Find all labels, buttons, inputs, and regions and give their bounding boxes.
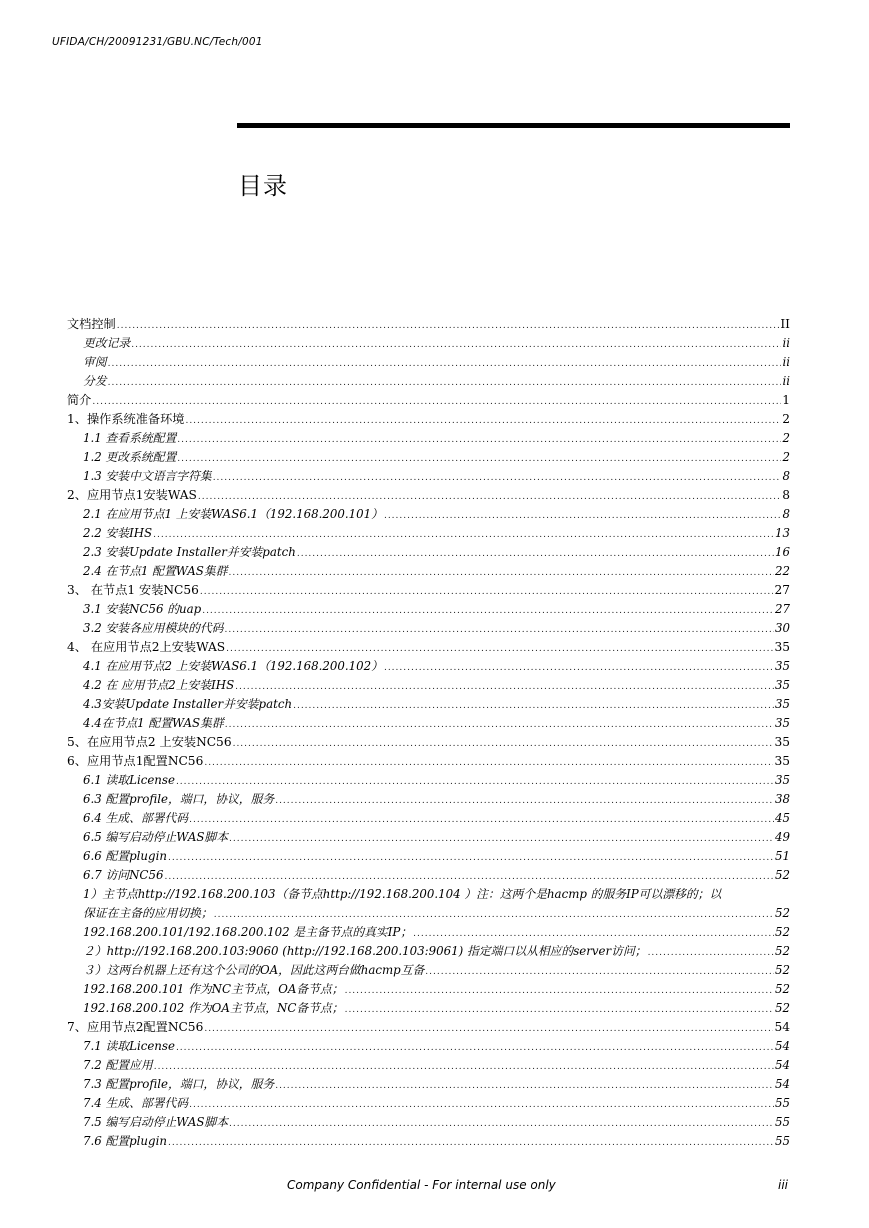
toc-entry[interactable] [67, 619, 790, 638]
toc-entry-text: 2.1 在应用节点1 上安装WAS6.1（192.168.200.101） [83, 507, 383, 521]
toc-entry-page: 13 [774, 526, 790, 540]
toc-entry[interactable] [67, 505, 790, 524]
toc-leader-dots [213, 469, 782, 488]
toc-leader-dots [224, 621, 774, 640]
footer-confidential: Company Confidential - For internal use only [287, 1178, 556, 1192]
toc-entry-text: 4.1 在应用节点2 上安装WAS6.1（192.168.200.102） [83, 659, 383, 673]
toc-entry[interactable] [67, 410, 790, 429]
toc-entry-page: 49 [774, 830, 790, 844]
toc-entry-page: II [780, 317, 790, 331]
title-rule [237, 123, 790, 128]
toc-entry[interactable] [67, 714, 790, 733]
toc-leader-dots [345, 1001, 774, 1020]
toc-entry-page: 52 [774, 944, 790, 958]
toc-entry[interactable] [67, 315, 790, 334]
toc-entry-page: 35 [774, 754, 790, 768]
toc-leader-dots [228, 564, 774, 583]
toc-entry-page: 51 [774, 849, 790, 863]
toc-entry[interactable] [67, 847, 790, 866]
toc-entry[interactable] [67, 923, 790, 942]
toc-entry[interactable] [67, 448, 790, 467]
toc-entry-text: 4.4在节点1 配置WAS集群 [83, 716, 224, 730]
toc-entry-page: 35 [774, 773, 790, 787]
toc-entry-text: 1.2 更改系统配置 [83, 450, 177, 464]
toc-entry-text: 6.3 配置profile，端口，协议，服务 [83, 792, 275, 806]
toc-entry-text: 7.1 读取License [83, 1039, 175, 1053]
toc-entry-text: 6.1 读取License [83, 773, 175, 787]
toc-entry-page: 54 [774, 1058, 790, 1072]
toc-entry-text: 6.7 访问NC56 [83, 868, 164, 882]
toc-leader-dots [297, 545, 774, 564]
toc-leader-dots [275, 792, 774, 811]
toc-entry-page: 35 [774, 659, 790, 673]
toc-entry-text: ２）http://192.168.200.103:9060 (http://192.168.200.103:9061) 指定端口以从相应的server访问； [83, 944, 647, 958]
toc-leader-dots [177, 450, 781, 469]
toc-entry-page: 38 [774, 792, 790, 806]
toc-leader-dots [117, 317, 780, 336]
toc-entry[interactable] [67, 562, 790, 581]
toc-leader-dots [345, 982, 774, 1001]
toc-leader-dots [189, 811, 774, 830]
toc-entry-page: 54 [774, 1020, 790, 1034]
toc-leader-dots [204, 1020, 773, 1039]
toc-entry-page: 55 [774, 1134, 790, 1148]
toc-entry-page: 54 [774, 1077, 790, 1091]
toc-entry-text: 1.1 查看系统配置 [83, 431, 177, 445]
toc-entry-text: 3、 在节点1 安装NC56 [67, 583, 199, 597]
toc-leader-dots [108, 355, 782, 374]
toc-entry-page: 30 [774, 621, 790, 635]
toc-entry-page: 55 [774, 1096, 790, 1110]
toc-entry-page: 52 [774, 1001, 790, 1015]
toc-leader-dots [229, 1115, 774, 1134]
toc-entry[interactable] [67, 391, 790, 410]
toc-entry[interactable] [67, 828, 790, 847]
toc-leader-dots [425, 963, 774, 982]
toc-entry-page: 2 [782, 412, 790, 426]
toc-entry-page: 35 [774, 640, 790, 654]
toc-entry-page: 52 [774, 963, 790, 977]
toc-entry-text: 4.2 在 应用节点2上安装IHS [83, 678, 235, 692]
toc-entry-page: ii [782, 355, 790, 369]
toc-entry-page: 52 [774, 982, 790, 996]
toc-leader-dots [92, 393, 781, 412]
toc-entry-text: 1、操作系统准备环境 [67, 412, 185, 426]
toc-leader-dots [233, 735, 774, 754]
toc-leader-dots [185, 412, 781, 431]
toc-entry-page: 8 [782, 507, 790, 521]
toc-leader-dots [275, 1077, 774, 1096]
toc-entry-page: 35 [774, 735, 790, 749]
toc-entry[interactable] [67, 372, 790, 391]
footer-page-number: iii [778, 1178, 789, 1192]
toc-entry-text: 更改记录 [83, 336, 131, 350]
toc-entry-page: 8 [782, 469, 790, 483]
toc-entry[interactable] [67, 600, 790, 619]
toc-entry[interactable] [67, 961, 790, 980]
toc-entry[interactable] [67, 638, 790, 657]
toc-leader-dots [384, 507, 782, 526]
toc-entry[interactable] [67, 1132, 790, 1151]
toc-entry-text: 192.168.200.101/192.168.200.102 是主备节点的真实IP； [83, 925, 413, 939]
toc-entry-page: 35 [774, 716, 790, 730]
toc-leader-dots [225, 716, 774, 735]
toc-entry[interactable] [67, 809, 790, 828]
toc-entry-page: 35 [774, 678, 790, 692]
toc-entry-text: 7.3 配置profile，端口，协议，服务 [83, 1077, 275, 1091]
toc-entry-page: 2 [782, 450, 790, 464]
toc-entry-page: 45 [774, 811, 790, 825]
toc-entry[interactable] [67, 752, 790, 771]
toc-entry-text: 2.4 在节点1 配置WAS集群 [83, 564, 228, 578]
toc-entry-page: 52 [774, 868, 790, 882]
toc-entry-text: 分发 [83, 374, 107, 388]
toc-entry[interactable] [67, 999, 790, 1018]
toc-entry-text: 192.168.200.101 作为NC主节点，OA备节点； [83, 982, 344, 996]
toc-entry[interactable] [67, 1037, 790, 1056]
toc-entry-text: 1）主节点http://192.168.200.103（备节点http://192.168.200.104 ）注：这两个是hacmp 的服务IP可以漂移的；以 [83, 887, 722, 901]
toc-entry[interactable] [67, 790, 790, 809]
toc-entry-text: 6.4 生成、部署代码 [83, 811, 189, 825]
toc-entry-text: 4.3安装Update Installer并安装patch [83, 697, 293, 711]
toc-entry-text: 2、应用节点1安装WAS [67, 488, 197, 502]
toc-entry[interactable] [67, 657, 790, 676]
toc-entry[interactable] [67, 334, 790, 353]
toc-leader-dots [108, 374, 782, 393]
toc-entry[interactable] [67, 429, 790, 448]
toc-leader-dots [384, 659, 774, 678]
toc-entry-page: 16 [774, 545, 790, 559]
toc-entry[interactable] [67, 486, 790, 505]
toc-leader-dots [202, 602, 774, 621]
toc-entry[interactable] [67, 942, 790, 961]
toc-entry-page: 1 [782, 393, 790, 407]
toc-entry-text: 192.168.200.102 作为OA主节点，NC备节点； [83, 1001, 344, 1015]
toc-entry-text: 7.4 生成、部署代码 [83, 1096, 189, 1110]
toc-leader-dots [177, 431, 781, 450]
toc-entry-page: 2 [782, 431, 790, 445]
toc-entry-text: ３）这两台机器上还有这个公司的OA，因此这两台做hacmp互备 [83, 963, 425, 977]
toc-entry-page: 55 [774, 1115, 790, 1129]
toc-leader-dots [204, 754, 773, 773]
toc-leader-dots [200, 583, 774, 602]
toc-entry[interactable] [67, 771, 790, 790]
toc-entry-text: 6、应用节点1配置NC56 [67, 754, 204, 768]
toc-entry-text: 1.3 安装中文语言字符集 [83, 469, 212, 483]
toc-leader-dots [131, 336, 781, 355]
toc-entry-text: 2.3 安装Update Installer并安装patch [83, 545, 296, 559]
toc-entry-page: ii [782, 374, 790, 388]
toc-leader-dots [176, 1039, 774, 1058]
toc-entry-text: 6.6 配置plugin [83, 849, 167, 863]
toc-leader-dots [229, 830, 774, 849]
toc-entry-text: 4、 在应用节点2上安装WAS [67, 640, 226, 654]
toc-entry[interactable] [67, 581, 790, 600]
toc-entry-text: 3.2 安装各应用模块的代码 [83, 621, 224, 635]
toc-entry[interactable] [67, 866, 790, 885]
toc-entry[interactable] [67, 1018, 790, 1037]
toc-entry-page: 52 [774, 925, 790, 939]
toc-entry-page: 22 [774, 564, 790, 578]
toc-entry[interactable] [67, 467, 790, 486]
toc-entry[interactable] [67, 1094, 790, 1113]
toc-entry-text: 6.5 编写启动停止WAS脚本 [83, 830, 229, 844]
toc-leader-dots [168, 1134, 774, 1153]
toc-entry[interactable] [67, 1056, 790, 1075]
toc-leader-dots [293, 697, 774, 716]
toc-entry-text: 7.6 配置plugin [83, 1134, 167, 1148]
toc-entry-text: 文档控制 [67, 317, 116, 331]
toc-entry[interactable] [67, 676, 790, 695]
toc-entry-page: 52 [774, 906, 790, 920]
toc-entry[interactable] [67, 733, 790, 752]
toc-entry-page: 27 [774, 583, 790, 597]
toc-entry[interactable] [67, 353, 790, 372]
toc-leader-dots [189, 1096, 774, 1115]
toc-entry-text: 2.2 安装IHS [83, 526, 153, 540]
toc-leader-dots [168, 849, 774, 868]
toc-leader-dots [648, 944, 774, 963]
toc-entry[interactable] [67, 695, 790, 714]
toc-entry-page: ii [782, 336, 790, 350]
toc-entry[interactable] [67, 543, 790, 562]
toc-entry-text: 审阅 [83, 355, 107, 369]
toc-leader-dots [235, 678, 774, 697]
toc-entry-text: 3.1 安装NC56 的uap [83, 602, 202, 616]
toc-entry[interactable] [67, 1075, 790, 1094]
toc-entry[interactable] [67, 980, 790, 999]
document-id: UFIDA/CH/20091231/GBU.NC/Tech/001 [52, 36, 263, 48]
toc-entry-text: 7、应用节点2配置NC56 [67, 1020, 204, 1034]
toc-entry-text: 5、在应用节点2 上安装NC56 [67, 735, 232, 749]
toc-entry[interactable] [67, 904, 790, 923]
table-of-contents [67, 315, 790, 1151]
toc-entry[interactable] [67, 1113, 790, 1132]
toc-entry-page: 54 [774, 1039, 790, 1053]
toc-entry-text: 保证在主备的应用切换； [83, 906, 213, 920]
toc-entry[interactable] [67, 885, 790, 904]
toc-entry-page: 27 [774, 602, 790, 616]
toc-title: 目录 [238, 172, 288, 200]
toc-entry[interactable] [67, 524, 790, 543]
toc-entry-text: 7.2 配置应用 [83, 1058, 153, 1072]
toc-entry-page: 35 [774, 697, 790, 711]
toc-entry-page: 8 [782, 488, 790, 502]
toc-entry-text: 7.5 编写启动停止WAS脚本 [83, 1115, 229, 1129]
toc-entry-text: 简介 [67, 393, 92, 407]
